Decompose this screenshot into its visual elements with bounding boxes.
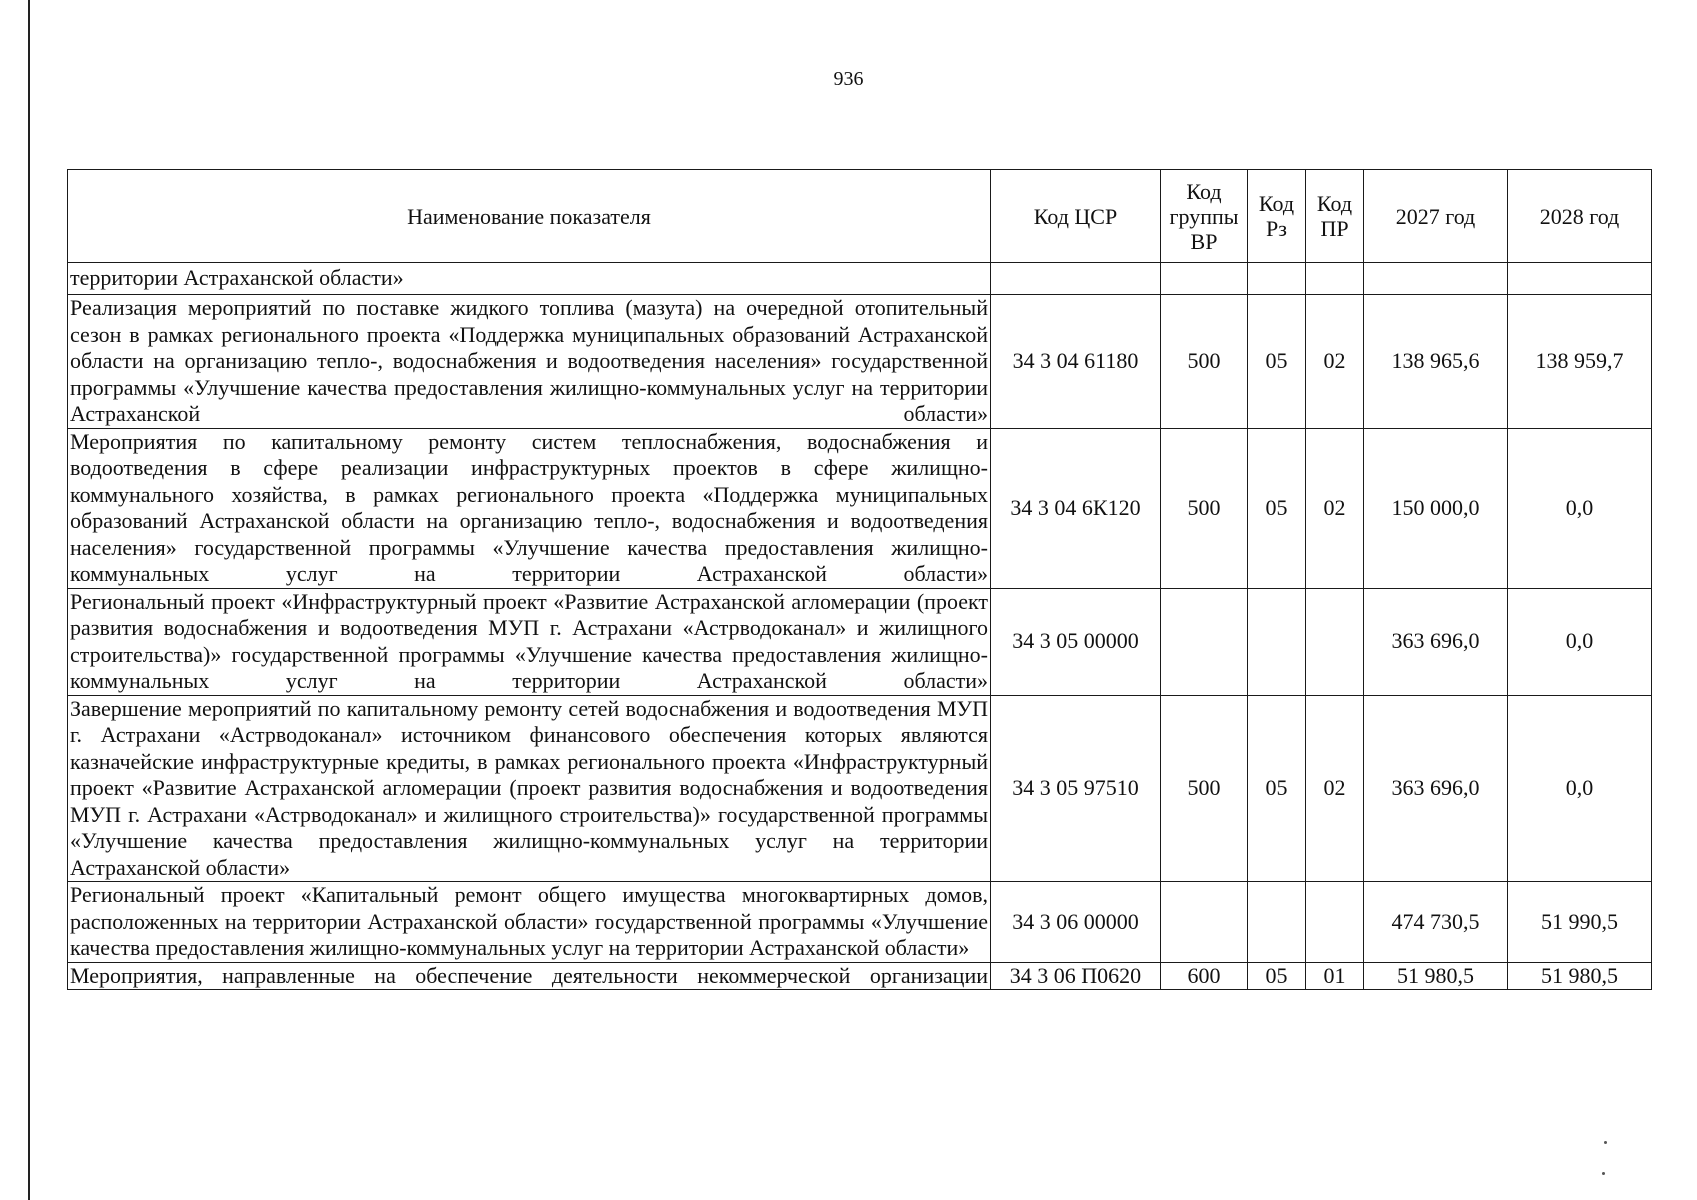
row-amount-2028: 51 990,5: [1508, 882, 1652, 963]
row-amount-2027: 150 000,0: [1364, 428, 1508, 588]
row-pr-code: 02: [1306, 295, 1364, 429]
row-amount-2027: [1364, 263, 1508, 295]
header-name: Наименование показателя: [68, 170, 991, 263]
page-number: 936: [833, 68, 864, 90]
row-csr-code: 34 3 04 61180: [991, 295, 1161, 429]
row-name: Региональный проект «Капитальный ремонт общего имущества многоквартирных домов, расположенных на территории Астраханской области» государственной программы «Улучшение качества предоставления жилищно-коммунальных услуг на территории Астраханской области»: [68, 882, 991, 963]
row-pr-code: [1306, 882, 1364, 963]
row-vr-code: 500: [1161, 428, 1248, 588]
row-csr-code: 34 3 05 97510: [991, 695, 1161, 882]
row-rz-code: 05: [1248, 295, 1306, 429]
row-amount-2028: 138 959,7: [1508, 295, 1652, 429]
row-pr-code: [1306, 263, 1364, 295]
row-rz-code: [1248, 588, 1306, 695]
scan-speck: [1602, 1172, 1605, 1175]
row-amount-2027: 138 965,6: [1364, 295, 1508, 429]
row-pr-code: [1306, 588, 1364, 695]
row-pr-code: 01: [1306, 962, 1364, 990]
row-rz-code: [1248, 882, 1306, 963]
row-name: Мероприятия по капитальному ремонту систем теплоснабжения, водоснабжения и водоотведения в сфере реализации инфраструктурных проектов в сфере жилищно-коммунального хозяйства, в рамках регионального проекта «Поддержка муниципальных образований Астраханской области на организацию тепло-, водоснабжения и водоотведения населения» государственной программы «Улучшение качества предоставления жилищно-коммунальных услуг на территории Астраханской области»: [68, 428, 991, 588]
row-pr-code: 02: [1306, 695, 1364, 882]
header-year-2028: 2028 год: [1508, 170, 1652, 263]
row-rz-code: [1248, 263, 1306, 295]
row-amount-2027: 363 696,0: [1364, 695, 1508, 882]
row-vr-code: 500: [1161, 295, 1248, 429]
row-csr-code: 34 3 04 6К120: [991, 428, 1161, 588]
row-vr-code: [1161, 263, 1248, 295]
header-csr-code: Код ЦСР: [991, 170, 1161, 263]
row-amount-2028: 0,0: [1508, 428, 1652, 588]
table-row: [68, 295, 1652, 429]
row-amount-2027: 51 980,5: [1364, 962, 1508, 990]
row-name: Реализация мероприятий по поставке жидкого топлива (мазута) на очередной отопительный сезон в рамках регионального проекта «Поддержка муниципальных образований Астраханской области на организацию тепло-, водоснабжения и водоотведения населения» государственной программы «Улучшение качества предоставления жилищно-коммунальных услуг на территории Астраханской области»: [68, 295, 991, 429]
row-rz-code: 05: [1248, 962, 1306, 990]
scan-speck: [1604, 1141, 1607, 1144]
row-amount-2027: 363 696,0: [1364, 588, 1508, 695]
table-row: [68, 962, 1652, 990]
row-amount-2028: 51 980,5: [1508, 962, 1652, 990]
page-edge-line: [28, 0, 30, 1200]
table-row: [68, 695, 1652, 882]
table-row: [68, 882, 1652, 963]
header-vr-group-code: Код группы ВР: [1161, 170, 1248, 263]
header-rz-code: Код Рз: [1248, 170, 1306, 263]
header-pr-code: Код ПР: [1306, 170, 1364, 263]
table-row: [68, 588, 1652, 695]
row-vr-code: [1161, 882, 1248, 963]
table-row: [68, 428, 1652, 588]
row-csr-code: [991, 263, 1161, 295]
row-csr-code: 34 3 05 00000: [991, 588, 1161, 695]
row-amount-2028: 0,0: [1508, 695, 1652, 882]
row-amount-2028: 0,0: [1508, 588, 1652, 695]
row-vr-code: 600: [1161, 962, 1248, 990]
row-name: Завершение мероприятий по капитальному ремонту сетей водоснабжения и водоотведения МУП г. Астрахани «Астрводоканал» источником финансового обеспечения которых являются казначейские инфраструктурные кредиты, в рамках регионального проекта «Инфраструктурный проект «Развитие Астраханской агломерации (проект развития водоснабжения и водоотведения МУП г. Астрахани «Астрводоканал» и жилищного строительства)» государственной программы «Улучшение качества предоставления жилищно-коммунальных услуг на территории Астраханской области»: [68, 695, 991, 882]
table-row: [68, 263, 1652, 295]
table-header-row: [68, 170, 1652, 263]
row-csr-code: 34 3 06 П0620: [991, 962, 1161, 990]
row-amount-2027: 474 730,5: [1364, 882, 1508, 963]
row-rz-code: 05: [1248, 428, 1306, 588]
row-name: Региональный проект «Инфраструктурный проект «Развитие Астраханской агломерации (проект развития водоснабжения и водоотведения МУП г. Астрахани «Астрводоканал» и жилищного строительства)» государственной программы «Улучшение качества предоставления жилищно-коммунальных услуг на территории Астраханской области»: [68, 588, 991, 695]
row-pr-code: 02: [1306, 428, 1364, 588]
row-name: Мероприятия, направленные на обеспечение деятельности некоммерческой организации: [68, 962, 991, 990]
row-rz-code: 05: [1248, 695, 1306, 882]
header-year-2027: 2027 год: [1364, 170, 1508, 263]
row-vr-code: 500: [1161, 695, 1248, 882]
row-csr-code: 34 3 06 00000: [991, 882, 1161, 963]
row-amount-2028: [1508, 263, 1652, 295]
budget-table: [67, 169, 1652, 990]
row-name: территории Астраханской области»: [68, 263, 991, 295]
row-vr-code: [1161, 588, 1248, 695]
